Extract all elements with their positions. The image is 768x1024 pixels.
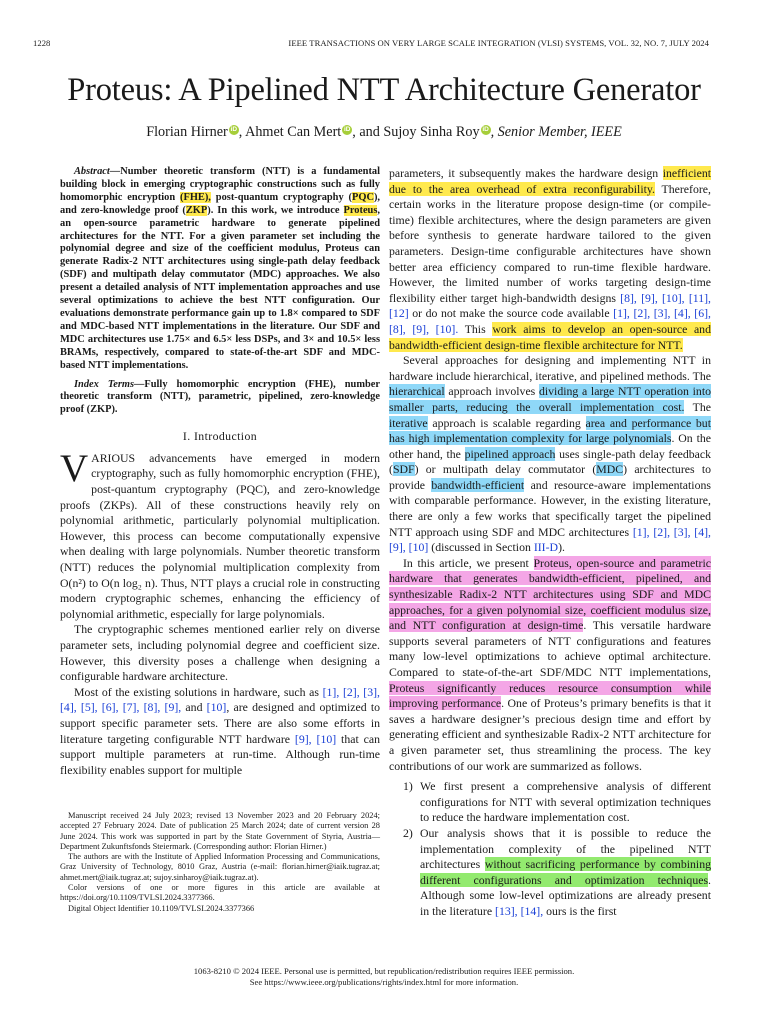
paragraph-text: . On the other hand, the bbox=[389, 431, 711, 461]
citation-link[interactable]: [1], [2], [3], [4], [5], [6], [7], [8], [9], bbox=[60, 684, 380, 715]
highlight-pink: Proteus, open-source and parametric hardware that generates bandwidth-efficient, pipelined, and synthesizable Radix-2 NTT architectures using SDF and MDC approaches, for a given polynomial size, coefficient modulus size, and NTT configuration at design-time bbox=[389, 555, 711, 633]
paragraph-text: that can support multiple parameters at run-time. Although run-time flexibility enables support for multiple bbox=[60, 731, 380, 777]
footnote: Manuscript received 24 July 2023; revised 13 November 2023 and 20 February 2024; accepted 27 February 2024. Date of publication 25 March 2024; date of current version 28 June 2024. This work was supported in part by the State Government of Styria, Austria—Department Zukunftsfonds Steiermark. (Corresponding author: Florian Hirner.) bbox=[60, 811, 380, 851]
orcid-icon[interactable]: iD bbox=[482, 126, 489, 133]
intro-paragraph bbox=[60, 685, 380, 779]
right-column bbox=[389, 166, 711, 920]
paragraph-text: approach involves bbox=[444, 384, 539, 399]
contributions-list bbox=[389, 779, 711, 919]
index-terms bbox=[60, 379, 380, 418]
paragraph-text: Most of the existing solutions in hardware, such as bbox=[74, 684, 323, 699]
journal-name: IEEE TRANSACTIONS ON VERY LARGE SCALE INTEGRATION (VLSI) SYSTEMS, VOL. 32, NO. 7, JULY 2024 bbox=[288, 38, 709, 48]
citation-link[interactable]: [1], [2], [3], [4], [9], [10] bbox=[389, 524, 712, 555]
footnote: The authors are with the Institute of Applied Information Processing and Communications, Graz University of Technology, 8010 Graz, Austria (e-mail: florian.hirner@iaik.tugraz.at; ahmet.mert@iaik.tugraz.at; sujoy.sinharoy@iaik.tugraz.at). bbox=[60, 852, 380, 882]
section-link[interactable]: III-D bbox=[533, 540, 559, 555]
highlight-blue: hierarchical bbox=[389, 384, 445, 399]
list-number: 2) bbox=[403, 825, 413, 840]
paragraph-text: The bbox=[684, 399, 712, 414]
author-separator: , and bbox=[352, 124, 384, 140]
list-item-text: ours is the first bbox=[543, 903, 617, 918]
paragraph-text: , are designed and optimized to support specific parameter sets. There are also some efforts in literature targeting configurable NTT hardware bbox=[60, 700, 380, 746]
list-item-text: Our analysis shows that it is possible to reduce the implementation complexity of the pipelined NTT architectures bbox=[420, 825, 711, 872]
paragraph-text: . This versatile hardware supports several parameters of NTT configurations and features many low-level optimizations to achieve optimal architecture. Compared to state-of-the-art SDF/MDC NTT implementations, bbox=[389, 618, 711, 679]
highlight-blue: area and performance but has high implementation complexity for large polynomials bbox=[389, 415, 711, 446]
highlight-yellow: Proteus bbox=[343, 204, 378, 216]
author-separator: , bbox=[238, 124, 246, 140]
citation-link[interactable]: [10] bbox=[206, 700, 227, 715]
highlight-yellow: (FHE), bbox=[180, 191, 211, 203]
citation-link[interactable]: [1], [2], [3], [4], [6], [8], [9], [10]. bbox=[389, 306, 711, 336]
intro-paragraph: The cryptographic schemes mentioned earlier rely on diverse parameter sets, including polynomial degree and coefficient size. However, this diversity poses a challenge when designing a configurable hardware architecture. bbox=[60, 622, 380, 684]
paragraph-text: Therefore, certain works in the literature propose design-time (or compile-time) flexible architectures, where the design parameters are given before synthesis to generate hardware tailored to the given parameters. Design-time configurable architectures have shown better area efficiency compared to run-time flexible hardware. However, the limited number of works targeting design-time flexibility either target high-bandwidth designs bbox=[389, 181, 711, 305]
author-name: Florian Hirner bbox=[146, 124, 228, 140]
paragraph-text: uses single-path delay feedback ( bbox=[389, 446, 711, 477]
citation-link[interactable]: [8], [9], [10], [11], [12] bbox=[389, 290, 711, 321]
body-paragraph bbox=[389, 556, 711, 774]
highlight-pink: Proteus significantly reduces resource consumption while improving performance bbox=[389, 680, 711, 711]
highlight-green: without sacrificing performance by combining different configurations and optimization techniques bbox=[420, 857, 711, 887]
paragraph-text: ) or multipath delay commutator ( bbox=[414, 462, 597, 477]
paragraph-text: ARIOUS advancements have emerged in modern cryptography, such as fully homomorphic encryption (FHE), post-quantum cryptography (PQC), and zero-knowledge proofs (ZKPs). All of these constructions heavily rely on polynomial arithmetic, particularly polynomial multiplication. However, this process can become computationally expensive when dealing with large polynomials. Number theoretic transform (NTT) reduces the polynomial multiplication complexity from O(n²) to O(n log₂ n). Thus, NTT plays a crucial role in constructing modern cryptographic schemes, enhancing the efficiency of polynomial arithmetic, especially for large polynomials. bbox=[60, 450, 380, 621]
abstract bbox=[60, 166, 380, 373]
copyright-note bbox=[0, 966, 768, 988]
abstract-text: , an open-source parametric hardware to generate pipelined architectures for the NTT. For a given parameter set including the polynomial degree and size of the coefficient modulus, Proteus can generate Radix-2 NTT architectures using single-path delay feedback (SDF) and multipath delay commutator (MDC) approaches. We also present a detailed analysis of NTT implementation approaches and use several optimizations to achieve the best NTT configuration. Our evaluations demonstrate performance gain up to 1.8× compared to SDF and MDC-based NTT implementations in the literature. Our SDF and MDC architectures use 1.75× and 6.5× less DSPs, and 3× and 10.5× less BRAMs, respectively, compared to state-of-the-art SDF and MDC-based NTT implementations. bbox=[60, 204, 380, 371]
citation-link[interactable]: [9], [10] bbox=[294, 731, 337, 746]
author-name: Ahmet Can Mert bbox=[245, 124, 342, 140]
abstract-text: ). In this work, we introduce bbox=[207, 204, 344, 216]
author-membership: , Senior Member, IEEE bbox=[490, 124, 622, 140]
paragraph-text: and bbox=[181, 700, 207, 715]
paragraph-text: . One of Proteus’s primary benefits is that it saves a hardware designer’s precious design time and effort by generating efficient and synthesizable Radix-2 NTT architecture for a given parameter set, thus streamlining the process. The key contributions of our work are summarized as follows. bbox=[389, 696, 711, 773]
paragraph-text: or do not make the source code available bbox=[408, 306, 614, 321]
footnotes bbox=[60, 811, 380, 914]
copyright-line: 1063-8210 © 2024 IEEE. Personal use is permitted, but republication/redistribution requires IEEE permission. bbox=[193, 966, 575, 976]
page-number: 1228 bbox=[33, 38, 51, 48]
drop-cap: V bbox=[60, 446, 89, 490]
abstract-text: ), and zero-knowledge proof ( bbox=[60, 191, 381, 216]
list-number: 1) bbox=[403, 779, 413, 794]
paper-title: Proteus: A Pipelined NTT Architecture Generator bbox=[67, 72, 701, 108]
orcid-icon[interactable]: iD bbox=[230, 126, 238, 133]
paragraph-text: ) architectures to provide bbox=[389, 462, 712, 492]
highlight-yellow: PQC bbox=[352, 191, 374, 203]
list-item-text: We first present a comprehensive analysis of different configurations for NTT with several optimization techniques to reduce the hardware implementation cost. bbox=[420, 779, 711, 825]
author-line bbox=[0, 124, 768, 141]
list-item bbox=[389, 826, 711, 920]
paragraph-text: This bbox=[458, 321, 493, 336]
index-terms-lead: Index Terms— bbox=[74, 378, 145, 390]
abstract-lead: Abstract— bbox=[74, 166, 121, 177]
abstract-text: Number theoretic transform (NTT) is a fundamental building block in emerging cryptographic constructions such as fully homomorphic encryption bbox=[60, 166, 380, 203]
paragraph-text: approach is scalable regarding bbox=[427, 415, 586, 430]
highlight-blue: bandwidth-efficient bbox=[431, 477, 525, 492]
paragraph-text: (discussed in Section bbox=[428, 540, 534, 555]
highlight-yellow: work aims to develop an open-source and bandwidth-efficient design-time flexible architecture for NTT. bbox=[389, 321, 711, 352]
orcid-icon[interactable]: iD bbox=[343, 126, 351, 133]
footnote: Color versions of one or more figures in this article are available at https://doi.org/10.1109/TVLSI.2024.3377366. bbox=[60, 883, 380, 903]
highlight-yellow: ZKP bbox=[185, 204, 208, 216]
highlight-blue: pipelined approach bbox=[464, 446, 556, 461]
index-terms-text: Fully homomorphic encryption (FHE), number theoretic transform (NTT), parametric, pipelined, zero-knowledge proof (ZKP). bbox=[60, 378, 380, 416]
list-item bbox=[389, 779, 711, 826]
body-paragraph bbox=[389, 353, 711, 556]
paragraph-text: parameters, it subsequently makes the hardware design bbox=[389, 166, 663, 180]
left-column bbox=[60, 166, 380, 778]
paragraph-text: In this article, we present bbox=[403, 555, 534, 570]
abstract-text: post-quantum cryptography ( bbox=[210, 191, 353, 203]
citation-link[interactable]: [13], [14], bbox=[495, 903, 544, 918]
highlight-blue: SDF bbox=[392, 462, 415, 477]
highlight-blue: iterative bbox=[389, 415, 428, 430]
highlight-blue: MDC bbox=[596, 462, 624, 477]
paragraph-text: Several approaches for designing and implementing NTT in hardware include hierarchical, iterative, and pipelined methods. The bbox=[389, 353, 711, 383]
paragraph-text: ). bbox=[558, 540, 565, 555]
author-name: Sujoy Sinha Roy bbox=[383, 124, 480, 140]
rights-line: See https://www.ieee.org/publications/rights/index.html for more information. bbox=[249, 977, 519, 987]
highlight-yellow: inefficient due to the area overhead of extra reconfigurability. bbox=[389, 166, 711, 196]
footnote: Digital Object Identifier 10.1109/TVLSI.2024.3377366 bbox=[68, 903, 255, 913]
list-item-text: . Although some low-level optimizations are already present in the literature bbox=[420, 872, 711, 918]
intro-paragraph bbox=[60, 446, 380, 623]
section-heading: I. Introduction bbox=[182, 429, 258, 444]
paragraph-text: and resource-aware implementations with comparable performance. However, in the existing literature, there are only a few works that specifically target the pipelined NTT approach using SDF and MDC architectures bbox=[389, 477, 711, 539]
body-paragraph bbox=[389, 166, 711, 353]
highlight-blue: dividing a large NTT operation into smaller parts, reducing the overall implementation cost. bbox=[389, 384, 711, 414]
